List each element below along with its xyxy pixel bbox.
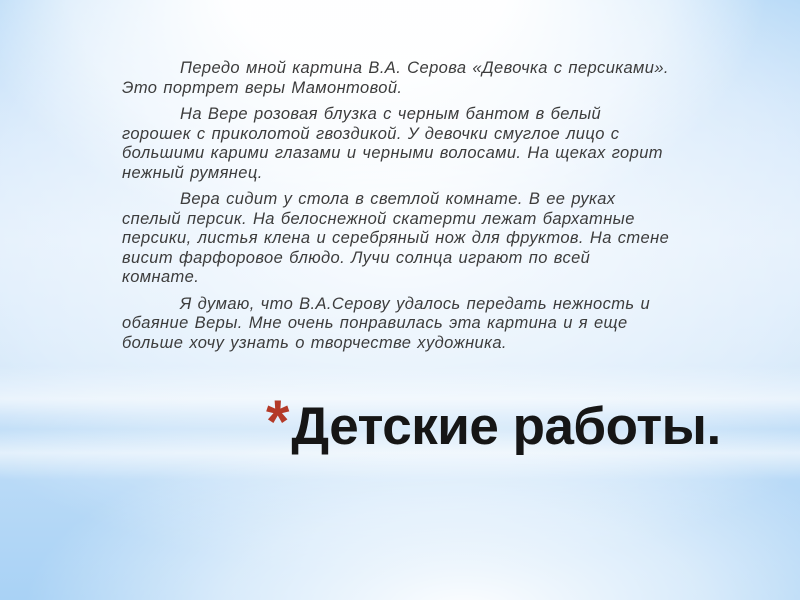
slide-title: Детские работы. bbox=[291, 397, 721, 456]
essay-text-block bbox=[122, 59, 670, 360]
essay-paragraph-1: Передо мной картина В.А. Серова «Девочка с персиками». Это портрет веры Мамонтовой. bbox=[122, 59, 669, 97]
essay-paragraph-2: На Вере розовая блузка с черным бантом в белый горошек с приколотой гвоздикой. У девочки смуглое лицо с большими карими глазами и черными волосами. На щеках горит нежный румянец. bbox=[122, 105, 663, 182]
essay-paragraph-3: Вера сидит у стола в светлой комнате. В ее руках спелый персик. На белоснежной скатерти лежат бархатные персики, листья клена и серебряный нож для фруктов. На стене висит фарфоровое блюдо. Лучи солнца играют по всей комнате. bbox=[122, 190, 670, 286]
asterisk-bullet-icon: * bbox=[266, 388, 290, 455]
slide-title-row bbox=[266, 388, 721, 456]
essay-paragraph-4: Я думаю, что В.А.Серову удалось передать нежность и обаяние Веры. Мне очень понравилась эта картина и я еще больше хочу узнать о творчестве художника. bbox=[122, 294, 651, 352]
